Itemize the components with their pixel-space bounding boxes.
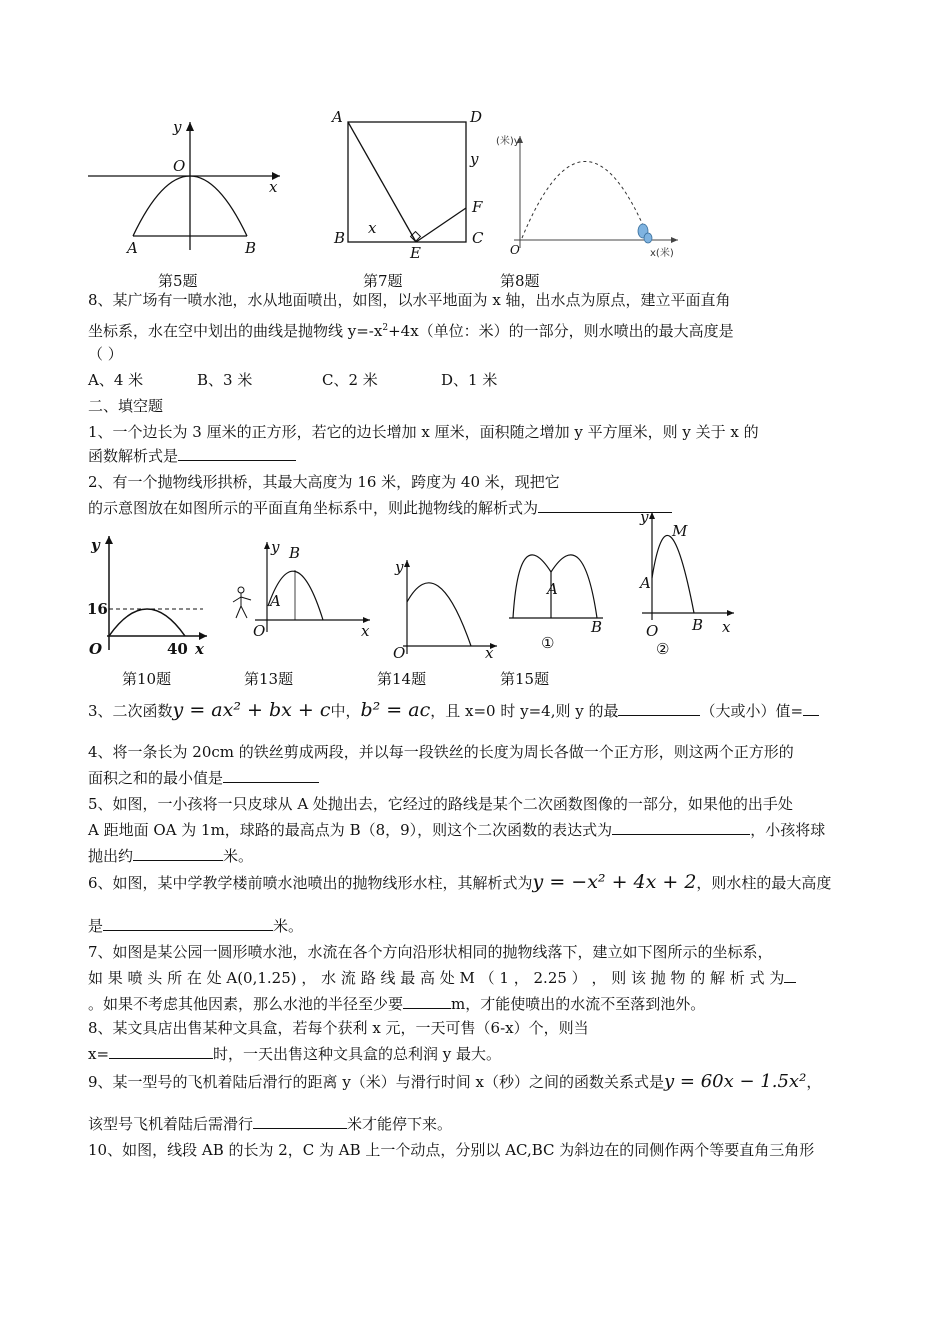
f5-line1: 5、如图，一小孩将一只皮球从 A 处抛出去，它经过的路线是某个二次函数图像的一部分，如果他的出手处 bbox=[88, 795, 793, 813]
f4-answer-blank[interactable] bbox=[223, 768, 319, 783]
figure-15-1 bbox=[505, 532, 615, 662]
caption-fig10: 第10题 bbox=[122, 670, 172, 688]
fig13-a-label: A bbox=[270, 592, 281, 610]
figure-14 bbox=[385, 558, 505, 658]
section-heading-fill-blank: 二、填空题 bbox=[88, 397, 164, 415]
f1-answer-blank[interactable] bbox=[178, 446, 296, 461]
fig5-b-label: B bbox=[245, 239, 257, 257]
figure-15-2 bbox=[636, 508, 740, 658]
figure-10 bbox=[85, 532, 215, 660]
f3-line: 3、二次函数y = ax² + bx + c中，b² = ac，且 x=0 时 y=4,则 y 的最 （大或小）值= bbox=[88, 698, 819, 723]
fig14-y-label: y bbox=[395, 558, 404, 576]
f9-equation: y = 60x − 1.5x² bbox=[664, 1071, 807, 1092]
fig14-o-label: O bbox=[393, 644, 406, 658]
fig7-x-label: x bbox=[368, 219, 377, 237]
fig8-y-unit-label: (米)y bbox=[496, 136, 520, 147]
f8-line2: x= 时，一天出售这种文具盒的总利润 y 最大。 bbox=[88, 1045, 502, 1063]
figure-13 bbox=[225, 540, 375, 640]
figure-5 bbox=[85, 118, 290, 258]
fig5-a-label: A bbox=[127, 239, 138, 257]
f9-line1: 9、某一型号的飞机着陆后滑行的距离 y（米）与滑行时间 x（秒）之间的函数关系式是y = 60x − 1.5x²， bbox=[88, 1071, 822, 1092]
figure-8 bbox=[490, 128, 690, 263]
fig10-x-label: x bbox=[195, 640, 204, 658]
f7-line2: 如 果 喷 头 所 在 处 A(0,1.25) ， 水 流 路 线 最 高 处 M （ 1 ， 2.25 ） ， 则 该 抛 物 的 解 析 式 为 bbox=[88, 968, 796, 988]
fig8-x-unit-label: x(米) bbox=[650, 248, 674, 259]
fig7-e-label: E bbox=[410, 244, 421, 260]
fig8-o-label: O bbox=[510, 243, 520, 257]
fig13-b-label: B bbox=[289, 544, 301, 562]
q8-line3: （ ） bbox=[88, 345, 123, 363]
f6-line1: 6、如图，某中学教学楼前喷水池喷出的抛物线形水柱，其解析式为y = −x² + 4x + 2，则水柱的最大高度 bbox=[88, 871, 832, 893]
fig15b-y-label: y bbox=[640, 508, 649, 526]
fig10-o-label: O bbox=[89, 640, 103, 658]
f8-answer-blank[interactable] bbox=[109, 1044, 213, 1059]
fig15-b-label: B bbox=[591, 618, 603, 636]
fig7-c-label: C bbox=[472, 229, 484, 247]
fig13-y-label: y bbox=[271, 540, 280, 556]
q8-option-a: A、4 米 bbox=[88, 371, 144, 389]
f2-line1: 2、有一个抛物线形拱桥，其最大高度为 16 米，跨度为 40 米，现把它 bbox=[88, 473, 560, 491]
q8-option-c: C、2 米 bbox=[322, 371, 378, 389]
f7-answer-blank-2[interactable] bbox=[403, 994, 451, 1009]
fig15-circle1-label: ① bbox=[541, 634, 555, 652]
f1-line2: 函数解析式是 bbox=[88, 446, 296, 466]
fig10-16-label: 16 bbox=[87, 600, 108, 618]
fig15b-b-label: B bbox=[692, 616, 704, 634]
fig5-y-label: y bbox=[173, 118, 182, 136]
f2-line2: 的示意图放在如图所示的平面直角坐标系中，则此抛物线的解析式为 bbox=[88, 498, 672, 518]
caption-fig14: 第14题 bbox=[377, 670, 427, 688]
q8-option-d: D、1 米 bbox=[441, 371, 498, 389]
fig10-y-label: y bbox=[91, 536, 100, 554]
f7-line3: 。如果不考虑其他因素，那么水池的半径至少要 m，才能使喷出的水流不至落到池外。 bbox=[88, 995, 706, 1013]
fig15b-m-label: M bbox=[672, 522, 688, 540]
figure-7 bbox=[330, 110, 500, 260]
fig7-f-label: F bbox=[472, 198, 483, 216]
caption-fig8: 第8题 bbox=[500, 272, 540, 290]
fig7-a-label: A bbox=[332, 110, 343, 126]
f5-line2: A 距地面 OA 为 1m，球路的最高点为 B（8，9），则这个二次函数的表达式为 ，小孩将球 bbox=[88, 821, 826, 839]
f3-equation-1: y = ax² + bx + c bbox=[172, 699, 331, 721]
q8-line1: 8、某广场有一喷水池，水从地面喷出，如图，以水平地面为 x 轴，出水点为原点，建立平面直角 bbox=[88, 291, 731, 309]
caption-fig7: 第7题 bbox=[363, 272, 403, 290]
caption-fig13: 第13题 bbox=[244, 670, 294, 688]
f4-line2: 面积之和的最小值是 bbox=[88, 768, 319, 788]
fig5-o-label: O bbox=[173, 157, 186, 175]
fig7-y-label: y bbox=[470, 150, 479, 168]
fig15b-o-label: O bbox=[646, 622, 659, 640]
fig15-a-label: A bbox=[547, 580, 558, 598]
fig14-x-label: x bbox=[485, 644, 494, 658]
fig10-40-label: 40 bbox=[167, 640, 188, 658]
f10-line1: 10、如图，线段 AB 的长为 2，C 为 AB 上一个动点，分别以 AC,BC 为斜边在的同侧作两个等要直角三角形 bbox=[88, 1141, 815, 1159]
f7-line1: 7、如图是某公园一圆形喷水池，水流在各个方向沿形状相同的抛物线落下，建立如下图所示的坐标系， bbox=[88, 943, 773, 961]
fig7-b-label: B bbox=[334, 229, 346, 247]
fig7-d-label: D bbox=[470, 110, 483, 126]
f7-answer-blank-1[interactable] bbox=[784, 968, 796, 983]
fig15-circle2-label: ② bbox=[656, 640, 670, 658]
f5-line3: 抛出约 米。 bbox=[88, 847, 254, 865]
f8-line1: 8、某文具店出售某种文具盒，若每个获利 x 元，一天可售（6-x）个，则当 bbox=[88, 1019, 589, 1037]
f4-line1: 4、将一条长为 20cm 的铁丝剪成两段，并以每一段铁丝的长度为周长各做一个正方形，则这两个正方形的 bbox=[88, 743, 794, 761]
f6-answer-blank[interactable] bbox=[103, 916, 273, 931]
f6-line2: 是 米。 bbox=[88, 917, 304, 935]
q8-option-b: B、3 米 bbox=[197, 371, 253, 389]
caption-fig15: 第15题 bbox=[500, 670, 550, 688]
fig13-o-label: O bbox=[253, 622, 266, 640]
f3-answer-blank-2[interactable] bbox=[803, 701, 819, 716]
f3-equation-2: b² = ac bbox=[360, 699, 431, 721]
fig5-x-label: x bbox=[269, 178, 278, 196]
f3-answer-blank-1[interactable] bbox=[618, 701, 700, 716]
fig15b-a-label: A bbox=[640, 574, 651, 592]
f9-line2: 该型号飞机着陆后需滑行 米才能停下来。 bbox=[88, 1115, 453, 1133]
f1-line1: 1、一个边长为 3 厘米的正方形，若它的边长增加 x 厘米，面积随之增加 y 平方厘米，则 y 关于 x 的 bbox=[88, 423, 759, 441]
f5-answer-blank-2[interactable] bbox=[133, 846, 223, 861]
fig15b-x-label: x bbox=[722, 618, 731, 636]
f9-answer-blank[interactable] bbox=[253, 1114, 347, 1129]
fig13-x-label: x bbox=[361, 622, 370, 640]
f6-equation: y = −x² + 4x + 2 bbox=[532, 871, 697, 893]
caption-fig5: 第5题 bbox=[158, 272, 198, 290]
f5-answer-blank-1[interactable] bbox=[612, 820, 750, 835]
q8-line2: 坐标系，水在空中划出的曲线是抛物线 $y=-x^2+4x$（单位：米）的一部分，则水喷出的最大高度是 bbox=[88, 322, 734, 340]
